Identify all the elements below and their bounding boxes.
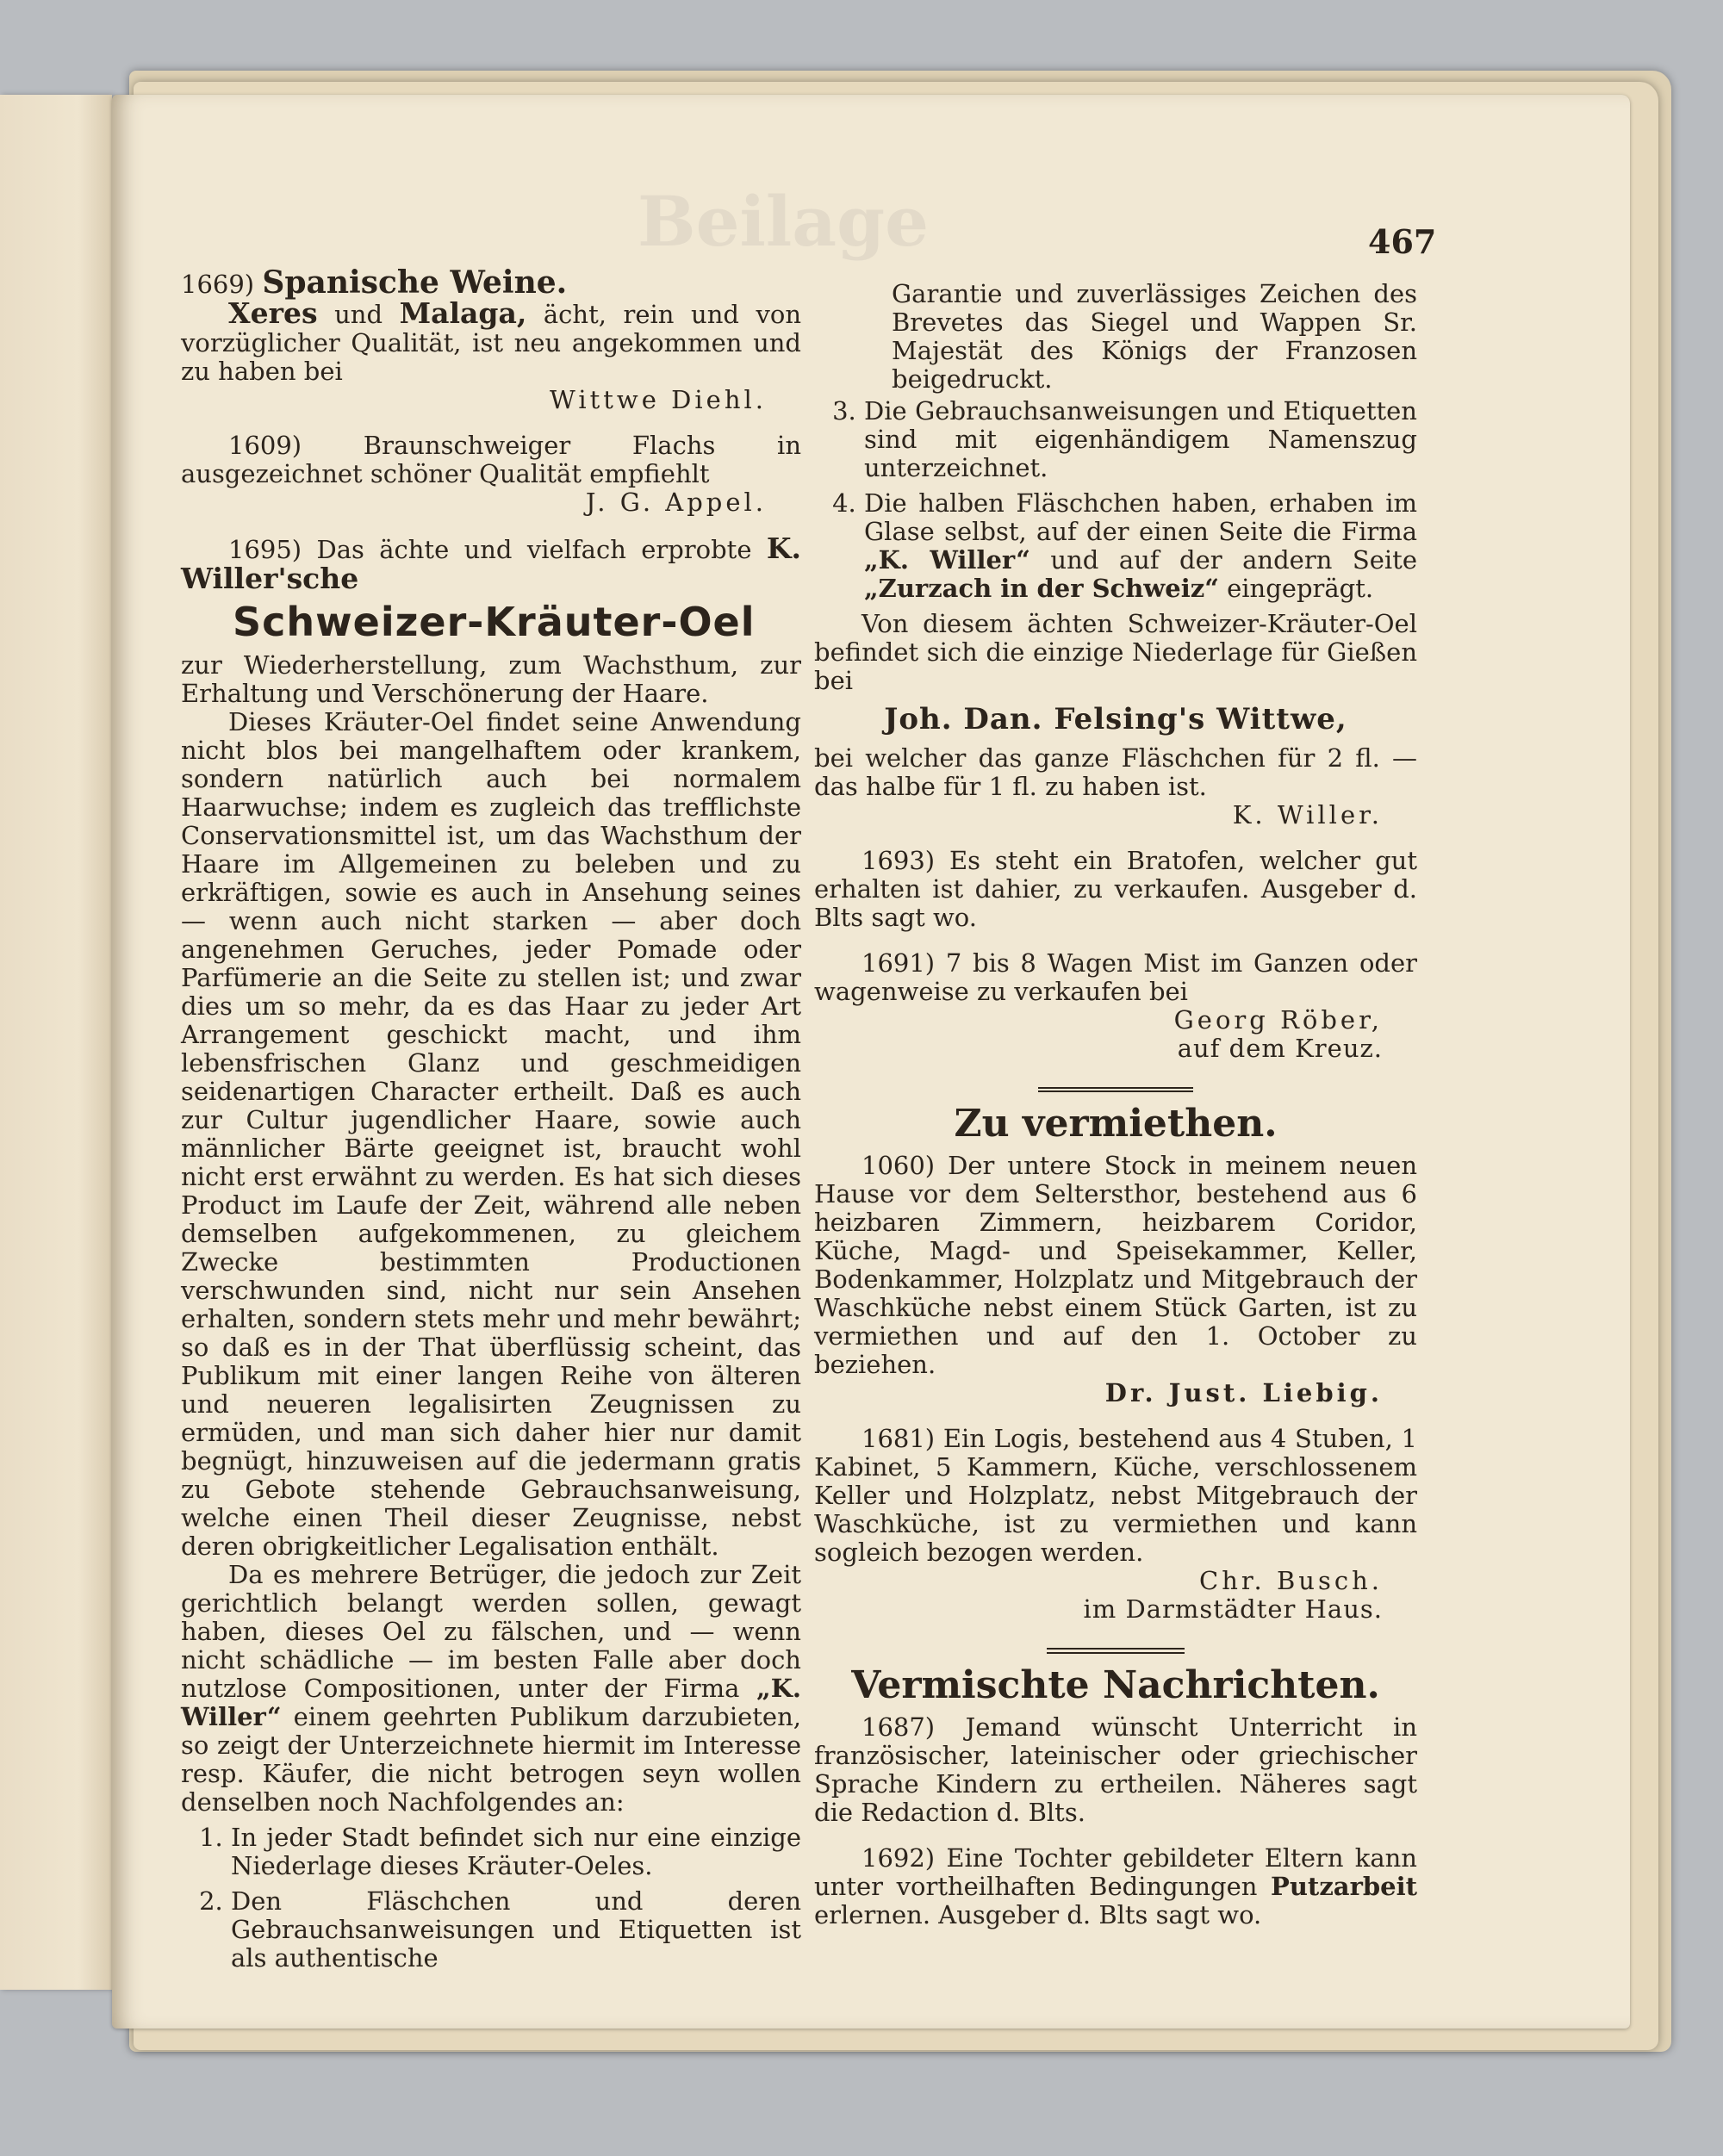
ad-text: Braunschweiger Flachs in ausgezeichnet schöner Qualität empfiehlt	[181, 431, 801, 488]
ad-signature: J. G. Appel.	[585, 488, 767, 517]
ad-text: Eine Tochter gebildeter Eltern kann unter vortheilhaften Bedingungen	[814, 1843, 1417, 1901]
ad-number: 1681)	[862, 1424, 936, 1453]
list-item: 2. Den Fläschchen und deren Gebrauchsanweisungen und Etiquetten ist als authentische	[231, 1887, 801, 1973]
list-item	[864, 489, 1417, 603]
section-heading-misc: Vermischte Nachrichten.	[851, 1663, 1380, 1707]
ad-text: und	[317, 300, 400, 329]
ad-number: 1691)	[862, 948, 936, 978]
ad-1669-body	[181, 296, 801, 386]
firm-name: Joh. Dan. Felsing's Wittwe,	[884, 702, 1347, 736]
brand-name: „K. Willer“	[181, 1674, 801, 1731]
ad-text: eingeprägt.	[1218, 574, 1374, 603]
ad-1687-body	[814, 1713, 1417, 1827]
ad-signature: K. Willer.	[1232, 800, 1383, 829]
ad-1060-body	[814, 1152, 1417, 1379]
ad-1609-body	[181, 432, 801, 488]
ad-number: 1695)	[228, 535, 302, 564]
ad-text: und auf der andern Seite	[1029, 545, 1417, 575]
section-divider	[1047, 1648, 1185, 1654]
ad-signature: Dr. Just. Liebig.	[1104, 1378, 1383, 1407]
show-through-watermark: Beilage	[638, 181, 929, 262]
ad-heading: Spanische Weine.	[262, 264, 568, 301]
ad-number: 1692)	[862, 1843, 936, 1873]
ad-text: Da es mehrere Betrüger, die jedoch zur Zeit gerichtlich belangt werden sollen, gewagt haben, dieses Oel zu fälschen, und — wenn nicht schädliche — im besten Falle aber doch nutzlose Compositionen, unter der Firma	[181, 1560, 801, 1703]
ad-text: ächt, rein und von vorzüglicher Qualität, ist neu angekommen und zu haben bei	[181, 300, 801, 386]
emphasis-word: Putzarbeit	[1271, 1872, 1417, 1901]
list-item: 1. In jeder Stadt befindet sich nur eine einzige Niederlage dieses Kräuter-Oeles.	[231, 1824, 801, 1880]
previous-page-edge	[0, 95, 112, 1990]
ad-text: erlernen. Ausgeber d. Blts sagt wo.	[814, 1900, 1262, 1929]
ad-text: Jemand wünscht Unterricht in französischer, lateinischer oder griechischer Sprache Kindern zu ertheilen. Näheres sagt die Redaction d. Blts.	[814, 1712, 1417, 1827]
ad-paragraph	[181, 1561, 801, 1817]
ad-1695-intro	[181, 531, 802, 595]
brand-origin: „Zurzach in der Schweiz“	[864, 574, 1219, 603]
product-title: Schweizer-Kräuter-Oel	[233, 599, 756, 645]
ad-signature-location: auf dem Kreuz.	[1177, 1034, 1383, 1063]
ad-1691-body	[814, 949, 1417, 1006]
ad-1669-heading-line	[181, 264, 801, 301]
ad-text: Das ächte und vielfach erprobte	[316, 535, 752, 564]
page-number: 467	[1368, 222, 1437, 261]
ad-signature: Chr. Busch.	[1199, 1566, 1383, 1595]
ad-text: Der untere Stock in meinem neuen Hause vor dem Seltersthor, bestehend aus 6 heizbaren Zimmern, heizbarem Coridor, Küche, Magd- und Speisekammer, Keller, Bodenkammer, Holzplatz und Mitgebrauch der Waschküche nebst einem Stück Garten, ist zu vermiethen und auf den 1. October zu beziehen.	[814, 1151, 1417, 1379]
ad-number: 1687)	[862, 1712, 936, 1742]
brand-name: „K. Willer“	[864, 545, 1030, 575]
numbered-list	[814, 397, 1417, 603]
list-item: 3. Die Gebrauchsanweisungen und Etiquetten sind mit eigenhändigem Namenszug unterzeichnet.	[864, 397, 1417, 482]
ad-text: 7 bis 8 Wagen Mist im Ganzen oder wagenweise zu verkaufen bei	[814, 948, 1417, 1006]
brand-name: K. Willer'sche	[181, 531, 802, 595]
left-column	[181, 264, 802, 1979]
ad-paragraph: zur Wiederherstellung, zum Wachsthum, zur Erhaltung und Verschönerung der Haare.	[181, 650, 801, 708]
ad-number: 1060)	[862, 1151, 936, 1180]
ad-paragraph: Dieses Kräuter-Oel findet seine Anwendung nicht blos bei mangelhaftem oder krankem, sondern natürlich auch bei normalem Haarwuchse; indem es zugleich das trefflichste Conservationsmittel ist, um das Wachsthum der Haare im Allgemeinen zu beleben und zu erkräftigen, sowie es auch in Ansehung seines — wenn auch nicht starken — aber doch angenehmen Geruches, jeder Pomade oder Parfümerie an die Seite zu stellen ist; und zwar dies um so mehr, da es das Haar zu jeder Art Arrangement geschickt macht, und ihm lebensfrischen Glanz und geschmeidigen seidenartigen Character ertheilt. Daß es auch zur Cultur jugendlicher Haare, sowie auch männlicher Bärte geeignet ist, braucht wohl nicht erst erwähnt zu werden. Es hat sich dieses Product im Laufe der Zeit, während alle neben demselben aufgekommenen, zu gleichem Zwecke bestimmten Productionen verschwunden sind, nicht nur sein Ansehen erhalten, sondern stets mehr und mehr bewährt; so daß es in der That überflüssig scheint, das Publikum mit einer langen Reihe von älteren und neueren legalisirten Zeugnissen zu ermüden, und man sich daher hier nur damit begnügt, hinzuweisen auf die jedermann gratis zu Gebote stehende Gebrauchsanweisung, welche einen Theil dieser Zeugnisse, nebst deren obrigkeitlicher Legalisation enthält.	[181, 707, 801, 1561]
ad-number: 1609)	[228, 431, 302, 460]
right-column	[814, 280, 1417, 1929]
ad-number: 1693)	[862, 846, 936, 875]
ad-text: einem geehrten Publikum darzubieten, so zeigt der Unterzeichnete hiermit im Interesse resp. Käufer, die nicht betrogen seyn wollen denselben noch Nachfolgendes an:	[181, 1702, 801, 1817]
ad-text: Ein Logis, bestehend aus 4 Stuben, 1 Kabinet, 5 Kammern, Küche, verschlossenem Keller und Holzplatz, nebst Mitgebrauch der Waschküche, ist zu vermiethen und kann sogleich bezogen werden.	[814, 1424, 1417, 1567]
ad-signature: Wittwe Diehl.	[550, 385, 767, 414]
ad-paragraph: Von diesem ächten Schweizer-Kräuter-Oel befindet sich die einzige Niederlage für Gießen bei	[814, 609, 1417, 695]
section-heading-rent: Zu vermiethen.	[954, 1102, 1278, 1146]
ad-text: Es steht ein Bratofen, welcher gut erhalten ist dahier, zu verkaufen. Ausgeber d. Blts sagt wo.	[814, 846, 1417, 932]
numbered-list	[181, 1824, 801, 1973]
ad-signature: Georg Röber,	[1173, 1005, 1383, 1035]
ad-1681-body	[814, 1425, 1417, 1567]
ad-1692-body	[814, 1844, 1417, 1929]
ad-signature-location: im Darmstädter Haus.	[1083, 1594, 1383, 1624]
ad-text: Die halben Fläschchen haben, erhaben im Glase selbst, auf der einen Seite die Firma	[864, 488, 1417, 546]
product-name: Xeres	[228, 296, 318, 330]
list-continuation: Garantie und zuverlässiges Zeichen des Brevetes das Siegel und Wappen Sr. Majestät des Königs der Franzosen beigedruckt.	[892, 279, 1417, 394]
ad-number: 1669)	[181, 270, 255, 299]
product-name: Malaga,	[399, 296, 527, 330]
section-divider	[1038, 1087, 1193, 1092]
ad-paragraph: bei welcher das ganze Fläschchen für 2 fl. — das halbe für 1 fl. zu haben ist.	[814, 743, 1417, 801]
ad-1693-body	[814, 847, 1417, 932]
